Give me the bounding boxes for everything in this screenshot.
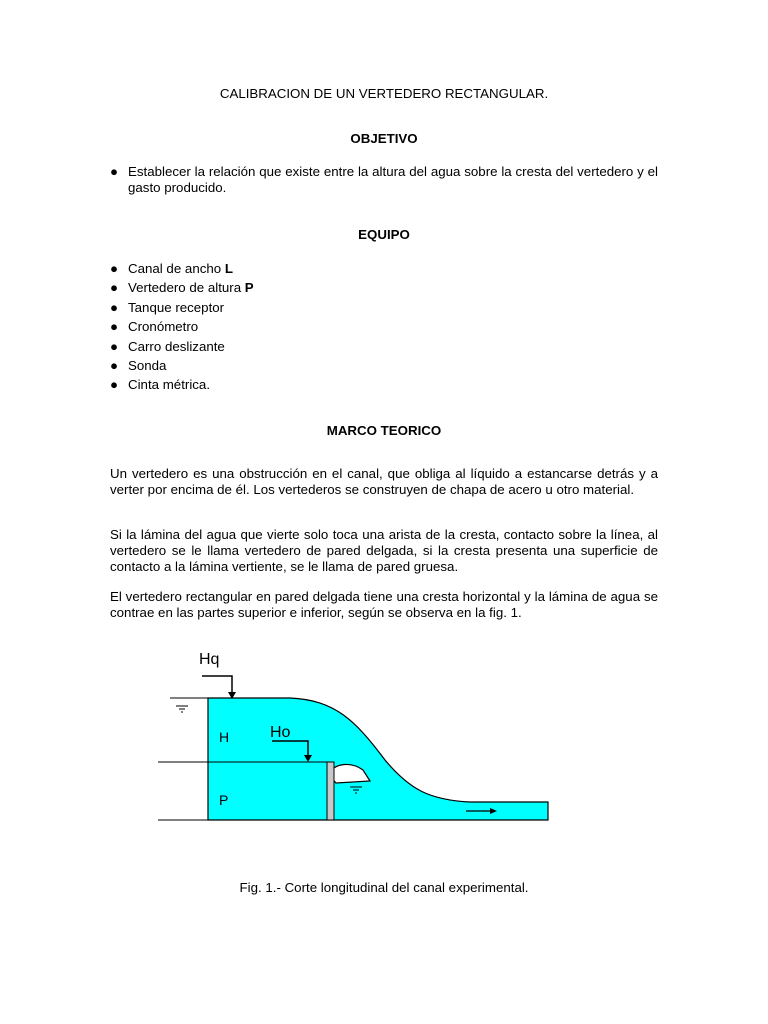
hq-pointer	[202, 676, 232, 694]
paragraph: Si la lámina del agua que vierte solo toca una arista de la cresta, contacto sobre la línea, al vertedero se le llama vertedero de pared delgada, si la cresta presenta una superficie de contacto a la lámina vertiente, se le llama de pared gruesa.	[110, 527, 658, 574]
equipo-list	[110, 261, 658, 397]
section-heading-equipo: EQUIPO	[358, 227, 410, 242]
item-text: Vertedero de altura	[128, 280, 245, 296]
section-heading-marco-teorico: MARCO TEORICO	[326, 423, 442, 438]
weir-plate	[327, 762, 334, 820]
objetivo-list	[110, 164, 658, 196]
item-text: Tanque receptor	[128, 299, 225, 315]
list-item	[110, 339, 658, 358]
bullet-icon: ●	[110, 377, 119, 393]
weir-diagram	[150, 640, 560, 830]
water-body	[208, 698, 548, 820]
figure-caption: Fig. 1.- Corte longitudinal del canal experimental.	[239, 880, 529, 895]
label-h: H	[219, 729, 230, 745]
item-text: Carro deslizante	[128, 338, 225, 354]
objetivo-text: Establecer la relación que existe entre la altura del agua sobre la cresta del vertedero y el gasto producido.	[128, 164, 658, 195]
item-text: Sonda	[128, 357, 167, 373]
bullet-icon: ●	[110, 261, 119, 276]
item-variable: P	[244, 280, 254, 296]
item-text: Canal de ancho	[128, 261, 225, 276]
bullet-icon: ●	[110, 338, 119, 354]
label-hq: Hq	[199, 651, 220, 668]
paragraph: El vertedero rectangular en pared delgada tiene una cresta horizontal y la lámina de agua se contrae en las partes superior e inferior, según se observa en la fig. 1.	[110, 589, 658, 620]
list-item	[110, 261, 658, 280]
water-level-icon	[176, 706, 188, 712]
page-title: CALIBRACION DE UN VERTEDERO RECTANGULAR.	[219, 86, 549, 101]
label-p: P	[219, 792, 229, 808]
item-text: Cinta métrica.	[128, 377, 211, 393]
item-text: Cronómetro	[128, 319, 199, 335]
item-variable: L	[224, 261, 233, 276]
section-heading-objetivo: OBJETIVO	[350, 131, 418, 146]
list-item	[110, 280, 658, 299]
bullet-icon: ●	[110, 164, 119, 179]
list-item	[110, 377, 658, 396]
list-item	[110, 319, 658, 338]
bullet-icon: ●	[110, 280, 119, 296]
list-item	[110, 358, 658, 377]
list-item	[110, 164, 658, 196]
bullet-icon: ●	[110, 299, 119, 315]
label-ho: Ho	[270, 724, 291, 741]
paragraph: Un vertedero es una obstrucción en el canal, que obliga al líquido a estancarse detrás y a verter por encima de él. Los vertederos se construyen de chapa de acero u otro material.	[110, 466, 658, 497]
bullet-icon: ●	[110, 357, 119, 373]
bullet-icon: ●	[110, 319, 119, 335]
list-item	[110, 300, 658, 319]
